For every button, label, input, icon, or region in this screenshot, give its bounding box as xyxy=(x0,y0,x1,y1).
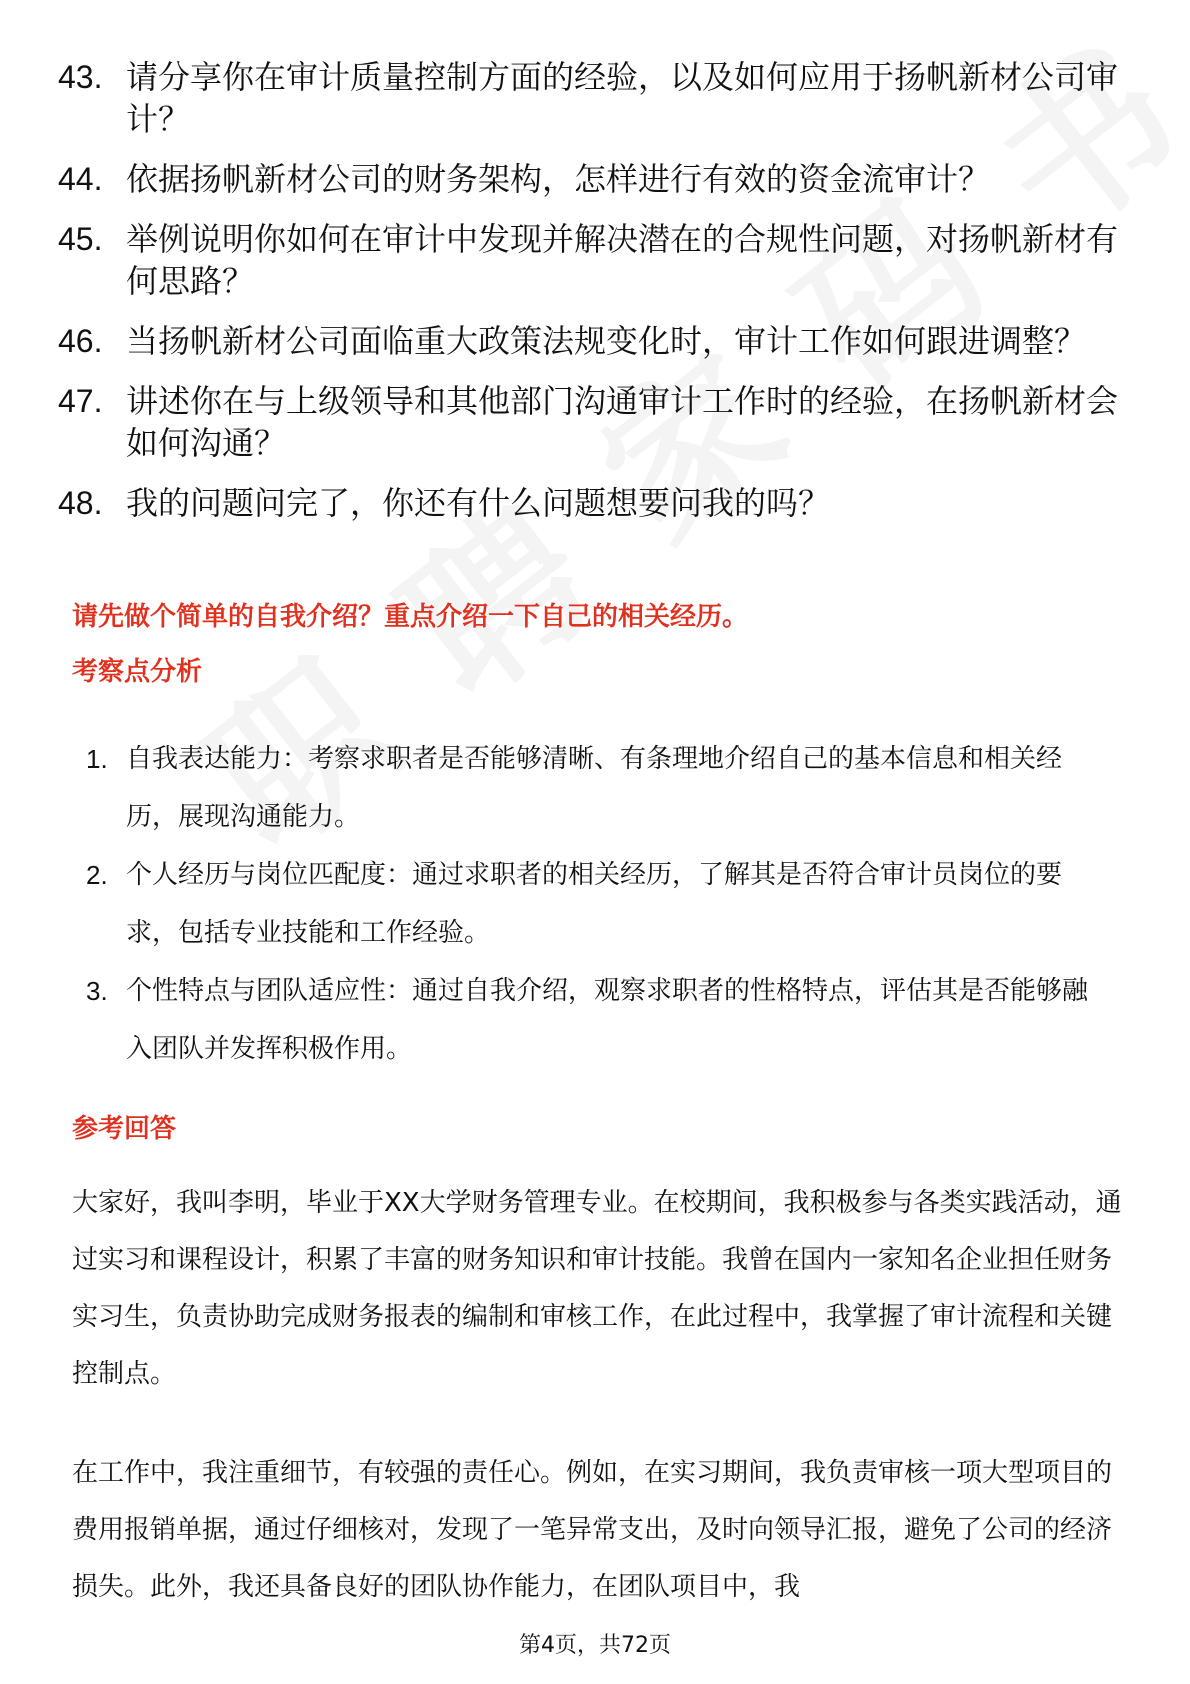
question-number: 43. xyxy=(58,59,103,95)
analysis-text: 个性特点与团队适应性：通过自我介绍，观察求职者的性格特点，评估其是否能够融入团队并发挥积极作用。 xyxy=(126,976,1089,1064)
question-text: 讲述你在与上级领导和其他部门沟通审计工作时的经验，在扬帆新材会如何沟通？ xyxy=(126,382,1119,462)
analysis-number: 2. xyxy=(86,860,108,890)
question-list xyxy=(58,56,1118,542)
answer-paragraph: 大家好，我叫李明，毕业于XX大学财务管理专业。在校期间，我积极参与各类实践活动，通过实习和课程设计，积累了丰富的财务知识和审计技能。我曾在国内一家知名企业担任财务实习生，负责协助完成财务报表的编制和审核工作，在此过程中，我掌握了审计流程和关键控制点。 xyxy=(72,1188,1122,1389)
section-question-heading: 请先做个简单的自我介绍？重点介绍一下自己的相关经历。 xyxy=(72,602,749,632)
list-item xyxy=(58,320,1118,362)
question-text: 举例说明你如何在审计中发现并解决潜在的合规性问题，对扬帆新材有何思路？ xyxy=(126,220,1119,300)
answer-heading: 参考回答 xyxy=(72,1114,177,1144)
list-item xyxy=(58,56,1118,140)
question-text: 我的问题问完了，你还有什么问题想要问我的吗？ xyxy=(126,484,831,522)
question-text: 当扬帆新材公司面临重大政策法规变化时，审计工作如何跟进调整？ xyxy=(126,322,1087,360)
answer-paragraph: 在工作中，我注重细节，有较强的责任心。例如，在实习期间，我负责审核一项大型项目的费用报销单据，通过仔细核对，发现了一笔异常支出，及时向领导汇报，避免了公司的经济损失。此外，我还具备良好的团队协作能力，在团队项目中，我 xyxy=(72,1458,1113,1602)
list-item xyxy=(58,482,1118,524)
question-number: 45. xyxy=(58,221,103,257)
list-item xyxy=(86,962,1106,1078)
analysis-text: 自我表达能力：考察求职者是否能够清晰、有条理地介绍自己的基本信息和相关经历，展现沟通能力。 xyxy=(126,744,1063,832)
analysis-list xyxy=(86,730,1106,1078)
question-text: 依据扬帆新材公司的财务架构，怎样进行有效的资金流审计？ xyxy=(126,160,991,198)
page-footer: 第4页，共72页 xyxy=(519,1633,671,1658)
analysis-text: 个人经历与岗位匹配度：通过求职者的相关经历，了解其是否符合审计员岗位的要求，包括专业技能和工作经验。 xyxy=(126,860,1063,948)
analysis-number: 3. xyxy=(86,976,108,1006)
list-item xyxy=(86,846,1106,962)
question-number: 48. xyxy=(58,485,103,521)
list-item xyxy=(86,730,1106,846)
question-text: 请分享你在审计质量控制方面的经验，以及如何应用于扬帆新材公司审计？ xyxy=(126,58,1119,138)
analysis-number: 1. xyxy=(86,744,108,774)
list-item xyxy=(58,218,1118,302)
question-number: 46. xyxy=(58,323,103,359)
list-item xyxy=(58,380,1118,464)
analysis-heading: 考察点分析 xyxy=(72,657,203,687)
question-number: 47. xyxy=(58,383,103,419)
question-number: 44. xyxy=(58,161,103,197)
list-item xyxy=(58,158,1118,200)
